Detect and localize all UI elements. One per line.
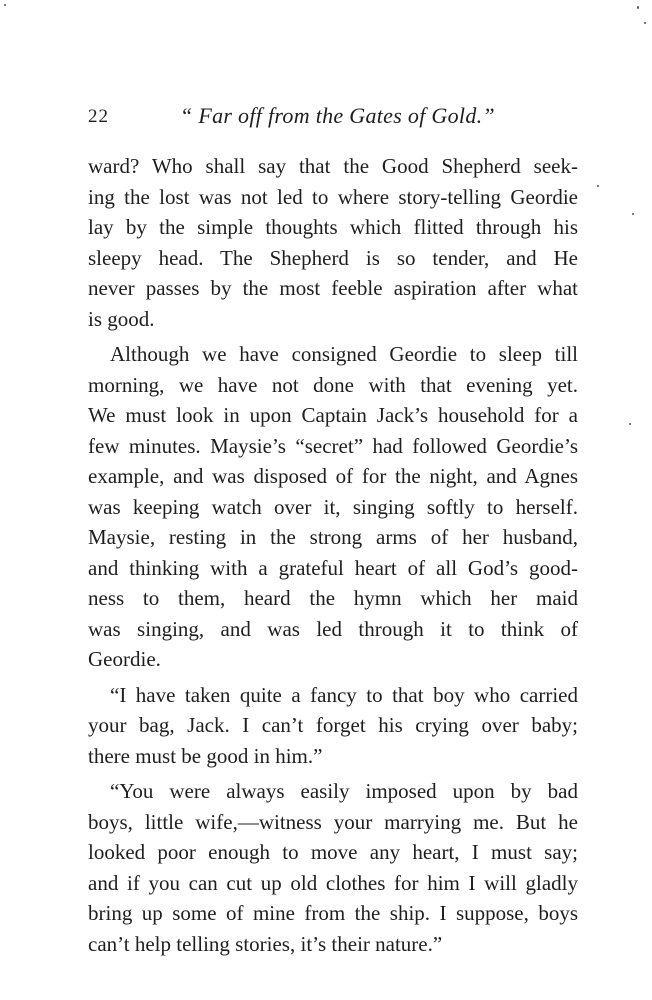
text-line: is good. (88, 306, 155, 331)
text-line: ing the lost was not led to where story-telling Geordie (88, 184, 578, 209)
text-line: ward? Who shall say that the Good Shepherd seek- (88, 154, 578, 178)
text-line: few minutes. Maysie’s “secret” had followed Geordie’s (88, 433, 578, 458)
text-line: was singing, and was led through it to think of (88, 616, 578, 641)
text-line: morning, we have not done with that evening yet. (88, 372, 578, 397)
text-line: bring up some of mine from the ship. I suppose, boys (88, 901, 578, 925)
text-line: can’t help telling stories, it’s their nature.” (88, 931, 443, 956)
scan-speck (632, 213, 634, 215)
text-line: lay by the simple thoughts which flitted through his (88, 215, 578, 239)
text-line: and thinking with a grateful heart of all God’s good- (88, 555, 578, 580)
running-title: “ Far off from the Gates of Gold.” (180, 103, 495, 128)
text-line: We must look in upon Captain Jack’s household for a (88, 403, 578, 427)
scan-speck (629, 423, 631, 425)
text-line: never passes by the most feeble aspiration after what (88, 276, 578, 300)
paragraph (88, 151, 578, 334)
text-line: ness to them, heard the hymn which her maid (88, 586, 578, 610)
text-line: your bag, Jack. I can’t forget his crying over baby; (88, 713, 578, 737)
text-line: Although we have consigned Geordie to sleep till (110, 342, 578, 366)
text-line: looked poor enough to move any heart, I must say; (88, 840, 578, 864)
text-line: there must be good in him.” (88, 743, 323, 768)
scan-speck (4, 4, 6, 6)
text-line: “I have taken quite a fancy to that boy who carried (110, 682, 578, 707)
text-line: example, and was disposed of for the night, and Agnes (88, 464, 578, 488)
paragraph (88, 680, 578, 772)
text-line: Geordie. (88, 647, 161, 671)
paragraph (88, 339, 578, 675)
page-header (88, 103, 578, 135)
text-line: Maysie, resting in the strong arms of her husband, (88, 525, 578, 549)
text-line: was keeping watch over it, singing softly to herself. (88, 494, 578, 519)
text-line: and if you can cut up old clothes for him I will gladly (88, 870, 578, 895)
scan-speck (644, 22, 646, 24)
body-text (88, 151, 578, 959)
scan-speck (597, 185, 599, 187)
paragraph (88, 776, 578, 959)
text-line: “You were always easily imposed upon by bad (110, 779, 578, 803)
text-line: sleepy head. The Shepherd is so tender, and He (88, 245, 578, 270)
text-line: boys, little wife,—witness your marrying me. But he (88, 809, 578, 834)
scan-speck (637, 6, 639, 9)
page-number: 22 (88, 106, 109, 127)
